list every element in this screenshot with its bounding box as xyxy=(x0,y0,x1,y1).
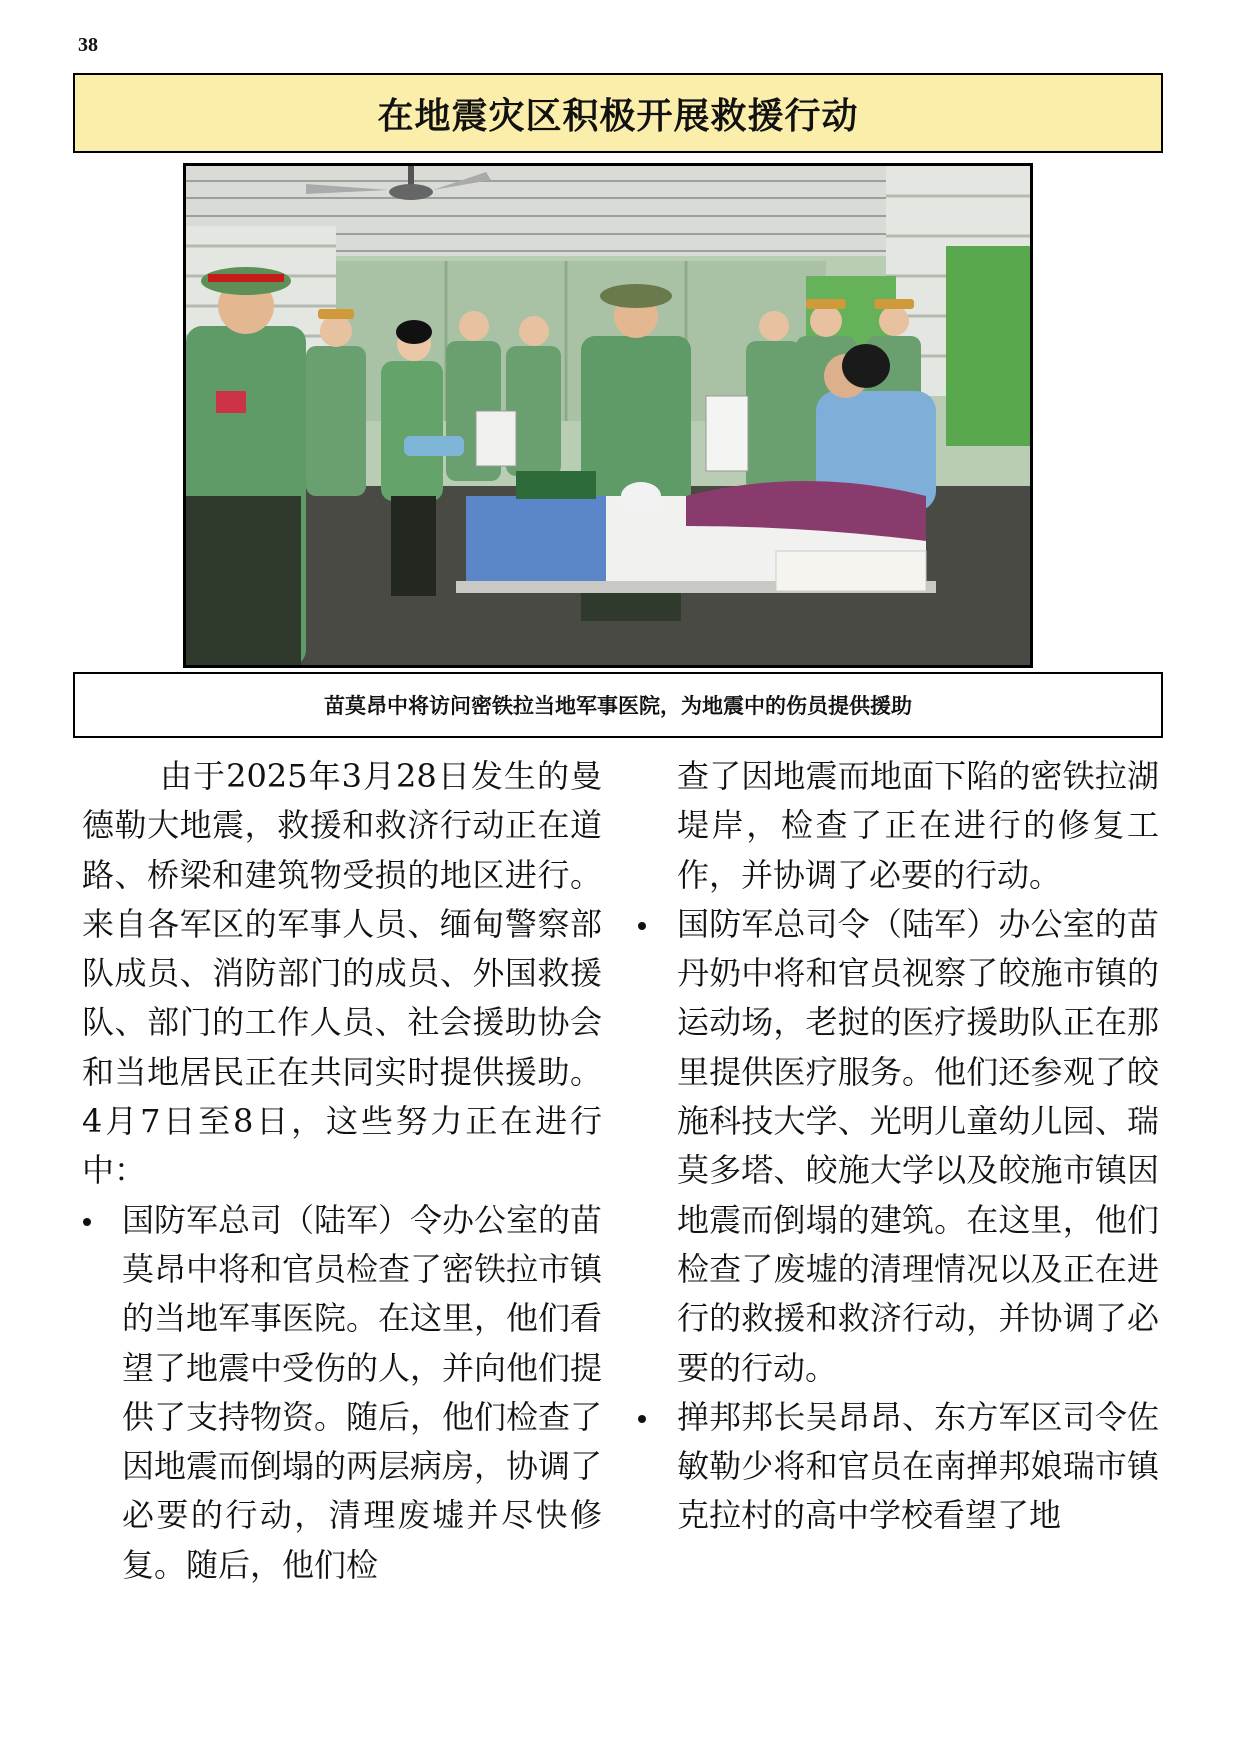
photo-caption: 苗莫昂中将访问密铁拉当地军事医院，为地震中的伤员提供援助 xyxy=(324,693,912,718)
intro-paragraph: 由于2025年3月28日发生的曼德勒大地震，救援和救济行动正在道路、桥梁和建筑物受损的地区进行。来自各军区的军事人员、缅甸警察部队成员、消防部门的成员、外国救援队、部门的工作人员、社会援助协会和当地居民正在共同实时提供援助。4月7日至8日，这些努力正在进行中： xyxy=(82,757,602,1190)
title-banner xyxy=(73,73,1163,153)
page-number: 38 xyxy=(78,34,98,56)
page-title: 在地震灾区积极开展救援行动 xyxy=(377,95,859,137)
bullet-item-3: 掸邦邦长吴昂昂、东方军区司令佐敏勒少将和官员在南掸邦娘瑞市镇克拉村的高中学校看望了地 xyxy=(637,1393,1159,1541)
right-column xyxy=(637,752,1159,1541)
photo-caption-box xyxy=(73,672,1163,738)
hospital-photo xyxy=(183,163,1033,668)
bullet-item-1: 国防军总司（陆军）令办公室的苗莫昂中将和官员检查了密铁拉市镇的当地军事医院。在这里，他们看望了地震中受伤的人，并向他们提供了支持物资。随后，他们检查了因地震而倒塌的两层病房，协调了必要的行动，清理废墟并尽快修复。随后，他们检 xyxy=(82,1196,602,1590)
bullet-item-1-continued: 查了因地震而地面下陷的密铁拉湖堤岸，检查了正在进行的修复工作，并协调了必要的行动。 xyxy=(677,757,1159,894)
left-column xyxy=(82,752,602,1590)
bullet-item-2: 国防军总司令（陆军）办公室的苗丹奶中将和官员视察了皎施市镇的运动场，老挝的医疗援助队正在那里提供医疗服务。他们还参观了皎施科技大学、光明儿童幼儿园、瑞莫多塔、皎施大学以及皎施市镇因地震而倒塌的建筑。在这里，他们检查了废墟的清理情况以及正在进行的救援和救济行动，并协调了必要的行动。 xyxy=(637,900,1159,1393)
